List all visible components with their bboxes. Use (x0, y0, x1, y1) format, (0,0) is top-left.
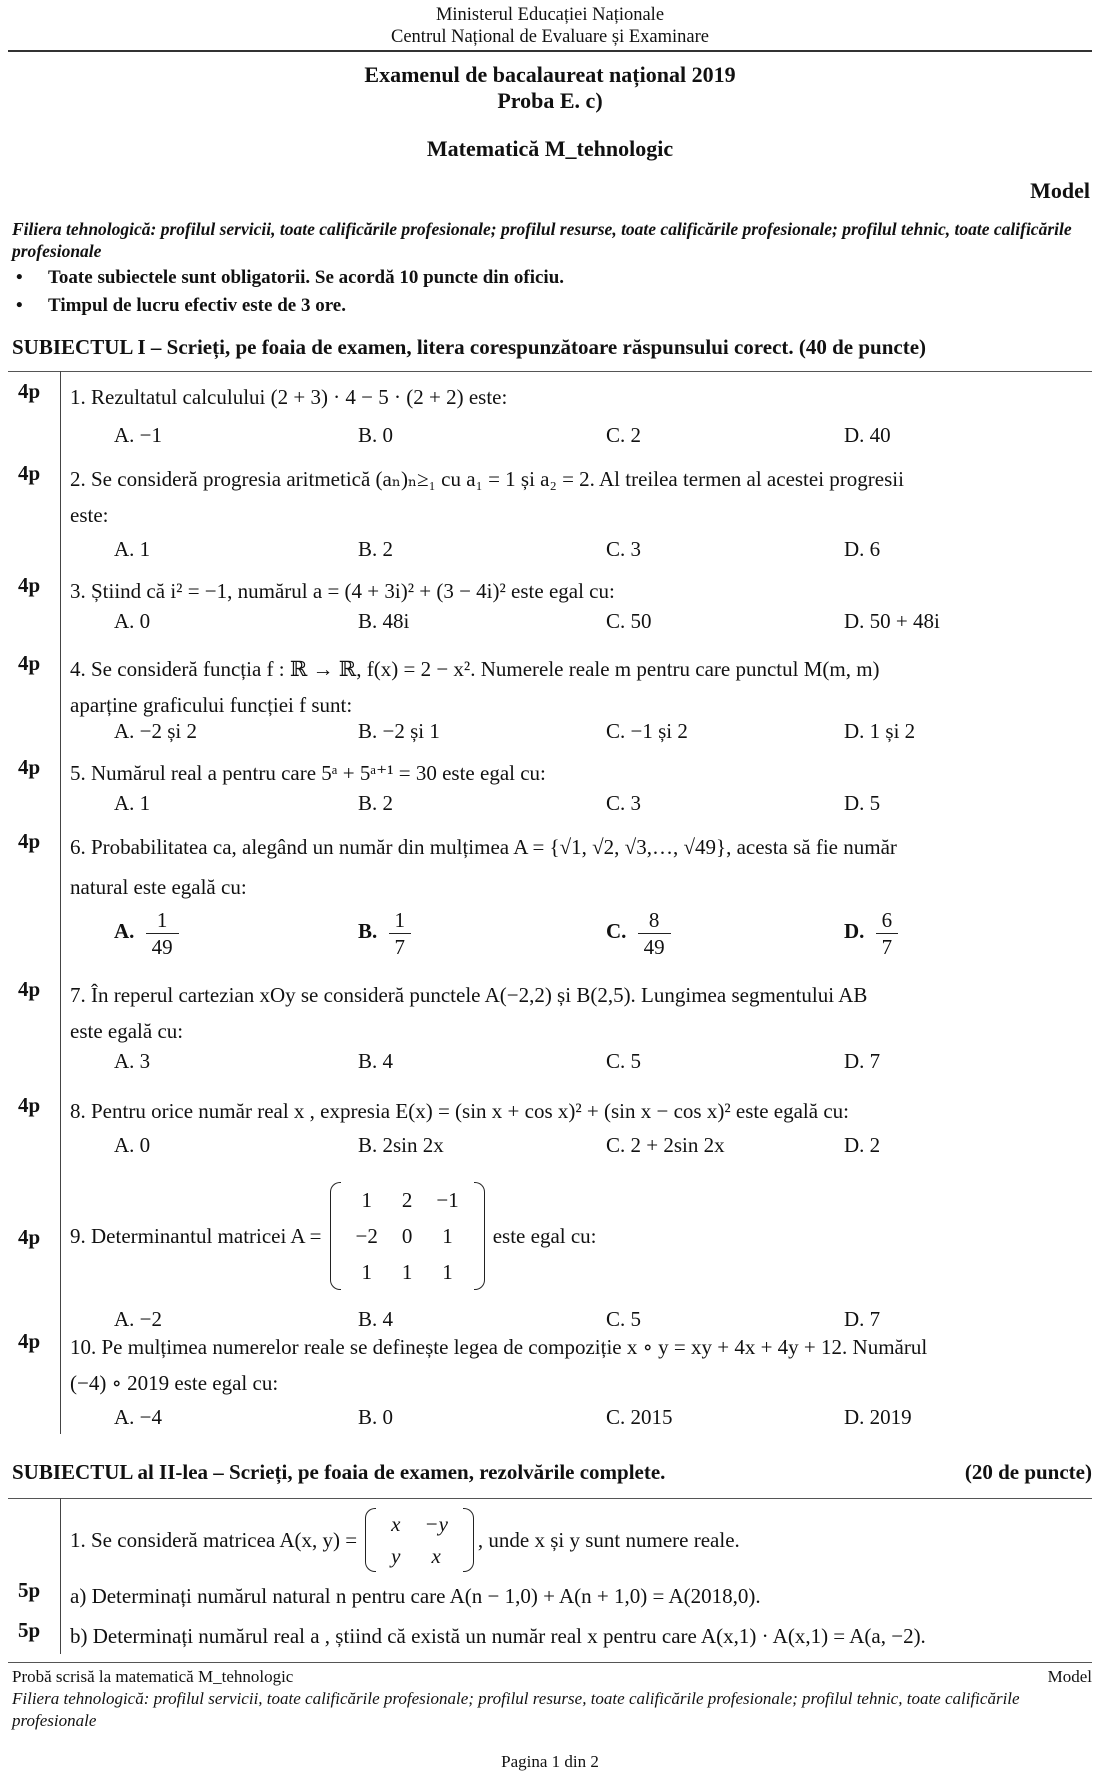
option-c: C. 3 (606, 791, 642, 815)
option-b: B. 4 (358, 1049, 394, 1073)
matrix-cell: 1 (361, 1188, 372, 1212)
problem-intro (70, 1506, 1090, 1574)
part-points: 5p (18, 1578, 41, 1602)
question-line: 2. Se consideră progresia aritmetică (aₙ)ₙ≥₁ cu a₁ = 1 și a₂ = 2. Al treilea termen al acestei progresii (70, 467, 904, 491)
question-text (70, 1329, 1090, 1401)
denominator: 7 (394, 935, 406, 959)
denominator: 49 (151, 935, 173, 959)
answer-options (114, 907, 1094, 963)
fraction (876, 907, 899, 960)
question-line: este egal cu: (492, 1224, 597, 1248)
question-text (70, 461, 1090, 533)
footer-left: Probă scrisă la matematică M_tehnologic (12, 1667, 294, 1686)
numerator: 8 (638, 907, 671, 934)
answer-options (114, 423, 1094, 459)
answer-options (114, 1133, 1094, 1169)
subject2-heading (12, 1460, 1092, 1485)
question-points: 4p (18, 1093, 41, 1117)
part-points: 5p (18, 1618, 41, 1642)
question-line: este egală cu: (70, 1019, 184, 1043)
subject2-title: SUBIECTUL al II-lea – Scrieți, pe foaia de examen, rezolvările complete. (12, 1460, 666, 1484)
matrix-cell: −y (424, 1512, 448, 1536)
question-points: 4p (18, 977, 41, 1001)
rules-list (12, 264, 564, 320)
answer-options (114, 1049, 1094, 1085)
filiera-text: Filiera tehnologică: profilul servicii, toate calificările profesionale; profilul resurse, toate calificările profesionale; profilul tehnic, toate calificările profesionale (12, 219, 1072, 261)
question-line: 10. Pe mulțimea numerelor reale se definește legea de compoziție x ∘ y = xy + 4x + 4y + 12. Numărul (70, 1335, 928, 1359)
model-label: Model (1030, 178, 1090, 203)
option-a: A. −2 și 2 (114, 719, 198, 743)
option-a: A. −2 (114, 1307, 163, 1331)
option-d: D. 2 (844, 1133, 881, 1157)
exam-title: Examenul de bacalaureat național 2019 (364, 62, 736, 87)
option-letter: D. (844, 919, 865, 944)
question-line: este: (70, 503, 109, 527)
matrix-cell: 1 (361, 1260, 372, 1284)
option-a: A. 3 (114, 1049, 151, 1073)
option-d: D. 5 (844, 791, 881, 815)
matrix-cell: y (391, 1544, 401, 1568)
matrix-cell: 1 (442, 1224, 453, 1248)
question-line: (−4) ∘ 2019 este egal cu: (70, 1371, 279, 1395)
matrix-cell: −2 (355, 1224, 378, 1248)
exam-subject: Matematică M_tehnologic (426, 136, 674, 161)
subject1-heading: SUBIECTUL I – Scrieți, pe foaia de examen, litera corespunzătoare răspunsului corect. (40 de puncte) (12, 335, 927, 359)
question-text: 5. Numărul real a pentru care 5ᵃ + 5ᵃ⁺¹ = 30 este egal cu: (70, 761, 546, 785)
subject2-top-rule (8, 1498, 1092, 1499)
matrix-cell: 0 (401, 1224, 413, 1248)
exam-proba: Proba E. c) (497, 88, 603, 113)
matrix-cell: x (391, 1512, 401, 1536)
option-c: C. 2 (606, 423, 642, 447)
document-header (0, 4, 1100, 48)
numerator: 6 (876, 907, 899, 934)
part-text: b) Determinați numărul real a , știind că există un număr real x pentru care A(x,1) · A(x,1) = A(a, −2). (70, 1624, 926, 1648)
option-letter: A. (114, 919, 135, 944)
answer-options (114, 1405, 1094, 1441)
option-a (114, 907, 179, 960)
question-line: aparține graficului funcției f sunt: (70, 693, 353, 717)
answer-options (114, 791, 1094, 827)
header-rule (8, 50, 1092, 52)
option-a: A. −4 (114, 1405, 163, 1429)
option-d: D. 6 (844, 537, 881, 561)
matrix-cell: 2 (401, 1188, 413, 1212)
footer (12, 1666, 1092, 1732)
option-a: A. 1 (114, 791, 151, 815)
intro-text: , unde x și y sunt numere reale. (477, 1528, 740, 1552)
option-d (844, 907, 898, 960)
option-c: C. 5 (606, 1049, 642, 1073)
option-c: C. 2015 (606, 1405, 673, 1429)
question-text (70, 977, 1090, 1049)
option-letter: B. (358, 919, 378, 944)
numerator: 1 (146, 907, 179, 934)
option-d: D. 7 (844, 1307, 881, 1331)
fraction (146, 907, 179, 960)
intro-text: 1. Se consideră matricea A(x, y) = (70, 1528, 358, 1552)
option-b: B. 2 (358, 791, 394, 815)
option-d: D. 40 (844, 423, 891, 447)
option-c: C. 50 (606, 609, 652, 633)
option-b: B. 4 (358, 1307, 394, 1331)
question-points: 4p (18, 829, 41, 853)
option-d: D. 2019 (844, 1405, 912, 1429)
option-a: A. −1 (114, 423, 163, 447)
option-a: A. 1 (114, 537, 151, 561)
matrix-a (330, 1182, 485, 1290)
option-b: B. 2 (358, 537, 394, 561)
fraction (638, 907, 671, 960)
option-d: D. 7 (844, 1049, 881, 1073)
denominator: 49 (643, 935, 665, 959)
page-number: Pagina 1 din 2 (501, 1752, 599, 1771)
points-column-divider (60, 1498, 61, 1654)
footer-right: Model (1047, 1667, 1092, 1686)
numerator: 1 (389, 907, 412, 934)
matrix-cell: x (431, 1544, 441, 1568)
fraction (389, 907, 412, 960)
option-d: D. 50 + 48i (844, 609, 940, 633)
option-c (606, 907, 671, 960)
option-c: C. −1 și 2 (606, 719, 688, 743)
question-text: 1. Rezultatul calculului (2 + 3) · 4 − 5 · (2 + 2) este: (70, 385, 508, 409)
question-line: 4. Se consideră funcția f : ℝ → ℝ, f(x) = 2 − x². Numerele reale m pentru care punctul M(m, m) (70, 657, 880, 681)
question-text (70, 1171, 1090, 1301)
question-points: 4p (18, 1225, 41, 1249)
question-points: 4p (18, 1329, 41, 1353)
matrix-cell: 1 (401, 1260, 413, 1284)
question-points: 4p (18, 651, 41, 675)
question-line: 7. În reperul cartezian xOy se consideră punctele A(−2,2) și B(2,5). Lungimea segmentului AB (70, 983, 868, 1007)
option-b: B. 48i (358, 609, 410, 633)
footer-rule (8, 1662, 1092, 1663)
matrix-cell: 1 (442, 1260, 453, 1284)
subject1-questions (8, 371, 1092, 1434)
rule-item: • Toate subiectele sunt obligatorii. Se acordă 10 puncte din oficiu. (12, 264, 564, 292)
footer-filiera: Filiera tehnologică: profilul servicii, toate calificările profesionale; profilul resurse, toate calificările profesionale; profilul tehnic, toate calificările profesionale (12, 1689, 1020, 1730)
option-b: B. −2 și 1 (358, 719, 440, 743)
matrix-cell: −1 (436, 1188, 459, 1212)
question-points: 4p (18, 755, 41, 779)
question-text: 3. Știind că i² = −1, numărul a = (4 + 3i)² + (3 − 4i)² este egal cu: (70, 579, 615, 603)
question-line: 9. Determinantul matricei A = (70, 1224, 322, 1248)
denominator: 7 (881, 935, 893, 959)
option-b: B. 2sin 2x (358, 1133, 444, 1157)
rule-item: • Timpul de lucru efectiv este de 3 ore. (12, 292, 564, 320)
option-a: A. 0 (114, 1133, 151, 1157)
option-b (358, 907, 411, 960)
option-b: B. 0 (358, 423, 394, 447)
answer-options (114, 719, 1094, 755)
option-b: B. 0 (358, 1405, 394, 1429)
center-name: Centrul Național de Evaluare și Examinare (391, 27, 709, 47)
matrix-axy (365, 1508, 474, 1572)
question-line: 6. Probabilitatea ca, alegând un număr din mulțimea A = {√1, √2, √3,…, √49}, acesta să fie număr (70, 835, 897, 859)
question-text (70, 651, 1090, 723)
question-points: 4p (18, 461, 41, 485)
option-c: C. 5 (606, 1307, 642, 1331)
question-text (70, 829, 1090, 905)
question-points: 4p (18, 379, 41, 403)
option-d: D. 1 și 2 (844, 719, 916, 743)
option-a: A. 0 (114, 609, 151, 633)
question-points: 4p (18, 573, 41, 597)
ministry-name: Ministerul Educației Naționale (435, 5, 665, 25)
subject2-points: (20 de puncte) (964, 1460, 1092, 1484)
option-c: C. 3 (606, 537, 642, 561)
part-text: a) Determinați numărul natural n pentru care A(n − 1,0) + A(n + 1,0) = A(2018,0). (70, 1584, 761, 1608)
question-text: 8. Pentru orice număr real x , expresia E(x) = (sin x + cos x)² + (sin x − cos x)² este egală cu: (70, 1099, 849, 1123)
option-c: C. 2 + 2sin 2x (606, 1133, 725, 1157)
question-line: natural este egală cu: (70, 875, 247, 899)
answer-options (114, 609, 1094, 645)
answer-options (114, 537, 1094, 573)
option-letter: C. (606, 919, 627, 944)
